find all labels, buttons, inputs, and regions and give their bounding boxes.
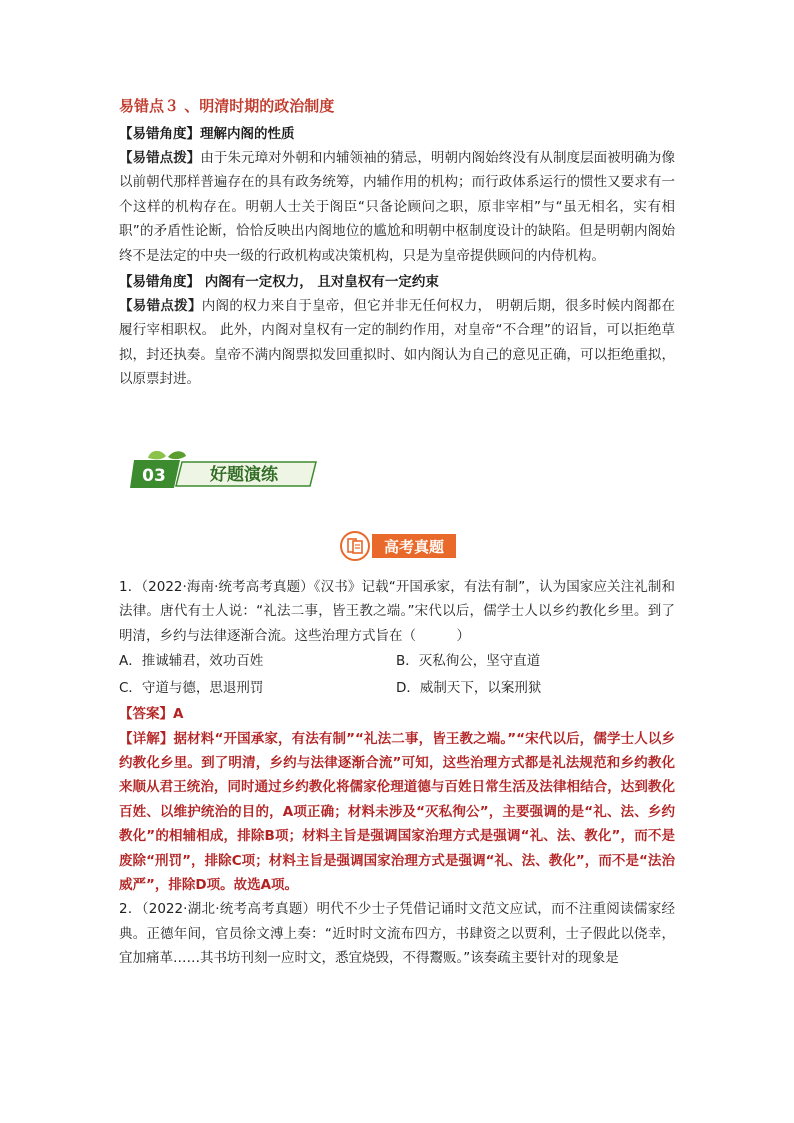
exam-badge-graphic — [339, 530, 459, 562]
section-badge-graphic — [130, 446, 320, 492]
option-a: A．推诚辅君，效功百姓 — [119, 653, 264, 670]
answer: 【答案】A — [119, 706, 184, 723]
exam-badge-label: 高考真题 — [383, 538, 445, 556]
question-1-stem: 1．（2022·海南·统考高考真题）《汉书》记载“开国承家，有法有制”，认为国家应关注礼制和法律。唐代有士人说：“礼法二事，皆王教之端。”宋代以后，儒学士人以乡约教化乡里。到了明清，乡约与法律逐渐合流。这些治理方式旨在（ ） — [119, 579, 675, 644]
content-column — [119, 94, 675, 392]
exam-badge — [339, 530, 459, 562]
question-2-stem: 2．（2022·湖北·统考高考真题）明代不少士子凭借记诵时文范文应试，而不注重阅读儒家经典。正德年间，官员徐文溥上奏：“近时时文流布四方，书肆资之以贾利，士子假此以侥幸，宜加痛革……其书坊刊刻一应时文，悉宜烧毁，不得鬻贩。”该奏疏主要针对的现象是 — [119, 901, 675, 967]
section-title: 易错点３ 、明清时期的政治制度 — [119, 97, 335, 115]
angle-text: 理解内阁的性质 — [200, 126, 295, 142]
question-area — [119, 575, 675, 971]
section-badge — [130, 446, 320, 492]
explanation: 【详解】据材料“开国承家，有法有制”“礼法二事，皆王教之端。”“宋代以后，儒学士人以乡约教化乡里。到了明清，乡约与法律逐渐合流”可知，这些治理方式都是礼法规范和乡约教化来顺从君王统治，同时通过乡约教化将儒家伦理道德与百姓日常生活及法律相结合，达到教化百姓、以维护统治的目的，A项正确；材料未涉及“灭私徇公”，主要强调的是“礼、法、乡约教化”的相辅相成，排除B项；材料主旨是强调国家治理方式是强调“礼、法、教化”，而不是废除“刑罚”，排除C项；材料主旨是强调国家治理方式是强调“礼、法、教化”，而不是“法治威严”，排除D项。故选A项。 — [119, 730, 675, 894]
angle-line-1 — [119, 122, 675, 146]
leaf-icon — [168, 451, 186, 459]
angle-line-2 — [119, 270, 675, 294]
angle-tag: 【易错角度】 — [119, 126, 200, 142]
badge-label: 好题演练 — [210, 465, 278, 485]
option-b: B．灭私徇公，坚守直道 — [396, 653, 541, 670]
angle-tag: 【易错角度】 — [119, 274, 200, 291]
question-1-options — [119, 648, 675, 702]
tip-text: 内阁的权力来自于皇帝，但它并非无任何权力， 明朝后期，很多时候内阁都在履行宰相职权。 此外，内阁对皇权有一定的制约作用，对皇帝“不合理”的诏旨，可以拒绝草拟，封还执奏。皇帝不满内阁票拟发回重拟时、如内阁认为自己的意见正确，可以拒绝重拟，以原票封进。 — [119, 298, 676, 388]
option-d: D．威制天下，以案刑狱 — [396, 680, 542, 697]
option-c: C．守道与德，思退刑罚 — [119, 680, 264, 697]
badge-number: 03 — [142, 466, 166, 486]
tip-paragraph-2 — [119, 294, 675, 392]
tip-tag: 【易错点拨】 — [119, 298, 202, 315]
tip-paragraph-1 — [119, 146, 675, 268]
tip-text: 由于朱元璋对外朝和内辅领袖的猜忌，明朝内阁始终没有从制度层面被明确为像以前朝代那样普遍存在的具有政务统筹，内辅作用的机构；而行政体系运行的惯性又要求有一个这样的机构存在。明朝人士关于阁臣“只备论顾问之职，原非宰相”与“虽无相名，实有相职”的矛盾性论断，恰恰反映出内阁地位的尴尬和明朝中枢制度设计的缺陷。但是明朝内阁始终不是法定的中央一级的行政机构或决策机构，只是为皇帝提供顾问的内侍机构。 — [119, 150, 675, 264]
tip-tag: 【易错点拨】 — [119, 150, 201, 166]
angle-text: 内阁有一定权力， 且对皇权有一定约束 — [200, 274, 439, 291]
leaf-icon — [148, 451, 166, 459]
